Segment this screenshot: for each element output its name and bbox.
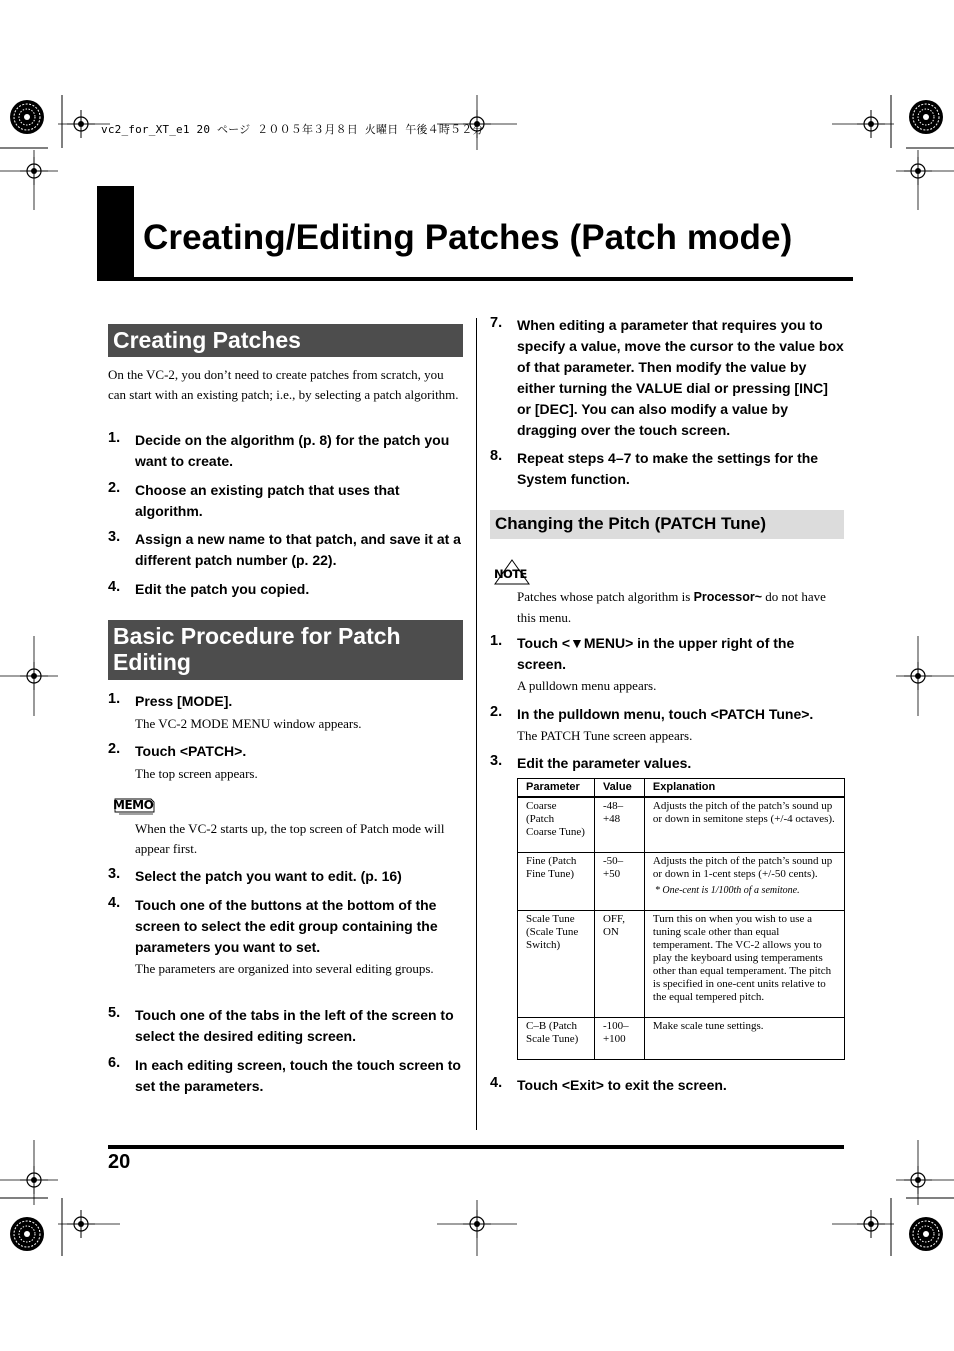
step-number: 1.	[108, 691, 121, 707]
step-number: 7.	[490, 315, 503, 331]
table-row	[518, 1017, 845, 1059]
basic-step-1-result: The VC-2 MODE MENU window appears.	[135, 716, 362, 731]
footnote: * One-cent is 1/100th of a semitone.	[654, 884, 800, 896]
header-explanation: Explanation	[644, 779, 844, 798]
creating-intro: On the VC-2, you don’t need to create patches from scratch, you can start with an existing patch; i.e., by selecting a patch algorithm.	[108, 367, 459, 402]
step-text: Edit the patch you copied.	[135, 581, 310, 597]
step-text: Choose an existing patch that uses that algorithm.	[135, 482, 400, 519]
step-number: 4.	[108, 579, 121, 595]
title-rule	[97, 277, 853, 281]
cell-explanation: Adjusts the pitch of the patch’s sound up or down in semitone steps (+/-4 octaves).	[644, 797, 844, 852]
cell-value: -48– +48	[594, 797, 644, 852]
patch-tune-parameter-table	[517, 778, 845, 1060]
note-algorithm-name: Processor~	[693, 590, 763, 604]
subsection-heading-pitch: Changing the Pitch (PATCH Tune)	[490, 510, 844, 539]
step-number: 3.	[108, 866, 121, 882]
cell-parameter: Coarse (Patch Coarse Tune)	[518, 797, 595, 852]
step-number: 1.	[108, 430, 121, 446]
step-text: Touch <Exit> to exit the screen.	[517, 1077, 727, 1093]
memo-text: When the VC-2 starts up, the top screen of Patch mode will appear first.	[135, 821, 445, 856]
cell-parameter: Scale Tune (Scale Tune Switch)	[518, 910, 595, 1017]
step-number: 4.	[490, 1075, 503, 1091]
step-number: 4.	[108, 895, 121, 911]
step-number: 6.	[108, 1055, 121, 1071]
step-number: 2.	[490, 704, 503, 720]
step-text: When editing a parameter that requires you to specify a value, move the cursor to the value box of that parameter. Then modify the value by either turning the VALUE dial or pressing [INC] or [DEC]. You can also modify a value by dragging over the touch screen.	[517, 317, 844, 438]
cell-value: -50– +50	[594, 852, 644, 910]
step-text: Edit the parameter values.	[517, 755, 692, 771]
note-label: NOTE	[494, 567, 527, 581]
cell-explanation: Make scale tune settings.	[644, 1017, 844, 1059]
cell-parameter: C–B (Patch Scale Tune)	[518, 1017, 595, 1059]
pitch-step-1-result: A pulldown menu appears.	[517, 678, 657, 693]
cell-explanation	[644, 852, 844, 910]
step-text: Touch <PATCH>.	[135, 743, 247, 759]
step-number: 2.	[108, 480, 121, 496]
step-number: 1.	[490, 633, 503, 649]
note-text-post: do not have this menu.	[517, 589, 826, 625]
memo-icon	[111, 796, 157, 821]
section-heading-creating-patches: Creating Patches	[108, 324, 463, 357]
pitch-step-2-result: The PATCH Tune screen appears.	[517, 728, 693, 743]
section-heading-basic-procedure: Basic Procedure for Patch Editing	[108, 620, 463, 680]
step-text: Repeat steps 4–7 to make the settings for the System function.	[517, 450, 819, 487]
page-title: Creating/Editing Patches (Patch mode)	[143, 218, 793, 257]
explanation-text: Adjusts the pitch of the patch’s sound up or down in 1-cent steps (+/-50 cents).	[652, 854, 833, 880]
note-text-pre: Patches whose patch algorithm is	[517, 589, 694, 604]
header-value: Value	[594, 779, 644, 798]
step-text: Decide on the algorithm (p. 8) for the patch you want to create.	[135, 432, 450, 469]
table-header-row	[518, 779, 845, 798]
step-text: Press [MODE].	[135, 693, 233, 709]
table-row	[518, 910, 845, 1017]
step-number: 8.	[490, 448, 503, 464]
page-number: 20	[108, 1151, 131, 1173]
step-text: Touch one of the tabs in the left of the screen to select the desired editing screen.	[135, 1007, 454, 1044]
cell-value: -100– +100	[594, 1017, 644, 1059]
step-number: 3.	[490, 753, 503, 769]
note-text	[517, 587, 837, 627]
step-text: Select the patch you want to edit. (p. 16)	[135, 868, 402, 884]
title-bar-block	[97, 186, 134, 280]
header-parameter: Parameter	[518, 779, 595, 798]
step-text: Touch <▼MENU> in the upper right of the screen.	[517, 635, 795, 672]
cell-parameter: Fine (Patch Fine Tune)	[518, 852, 595, 910]
column-divider	[476, 318, 477, 1130]
table-row	[518, 852, 845, 910]
step-number: 5.	[108, 1005, 121, 1021]
step-text: Assign a new name to that patch, and save it at a different patch number (p. 22).	[135, 531, 461, 568]
cell-explanation: Turn this on when you wish to use a tuning scale other than equal temperament. The VC-2 allows you to play the keyboard using temperaments other than equal temperament. The pitch is specified in one-cent units relative to the equal tempered pitch.	[644, 910, 844, 1017]
step-text: Touch one of the buttons at the bottom of the screen to select the edit group containing the parameters you want to set.	[135, 897, 438, 955]
basic-step-4-result: The parameters are organized into several editing groups.	[135, 961, 434, 976]
basic-step-2-result: The top screen appears.	[135, 766, 258, 781]
footer-rule	[108, 1145, 844, 1149]
table-row	[518, 797, 845, 852]
step-text: In the pulldown menu, touch <PATCH Tune>.	[517, 706, 814, 722]
memo-label: MEMO	[113, 798, 154, 812]
print-header: vc2_for_XT_e1 20 ページ ２００５年３月８日 火曜日 午後４時５２分	[101, 123, 484, 136]
cell-value: OFF, ON	[594, 910, 644, 1017]
step-number: 2.	[108, 741, 121, 757]
step-number: 3.	[108, 529, 121, 545]
step-text: In each editing screen, touch the touch screen to set the parameters.	[135, 1057, 461, 1094]
